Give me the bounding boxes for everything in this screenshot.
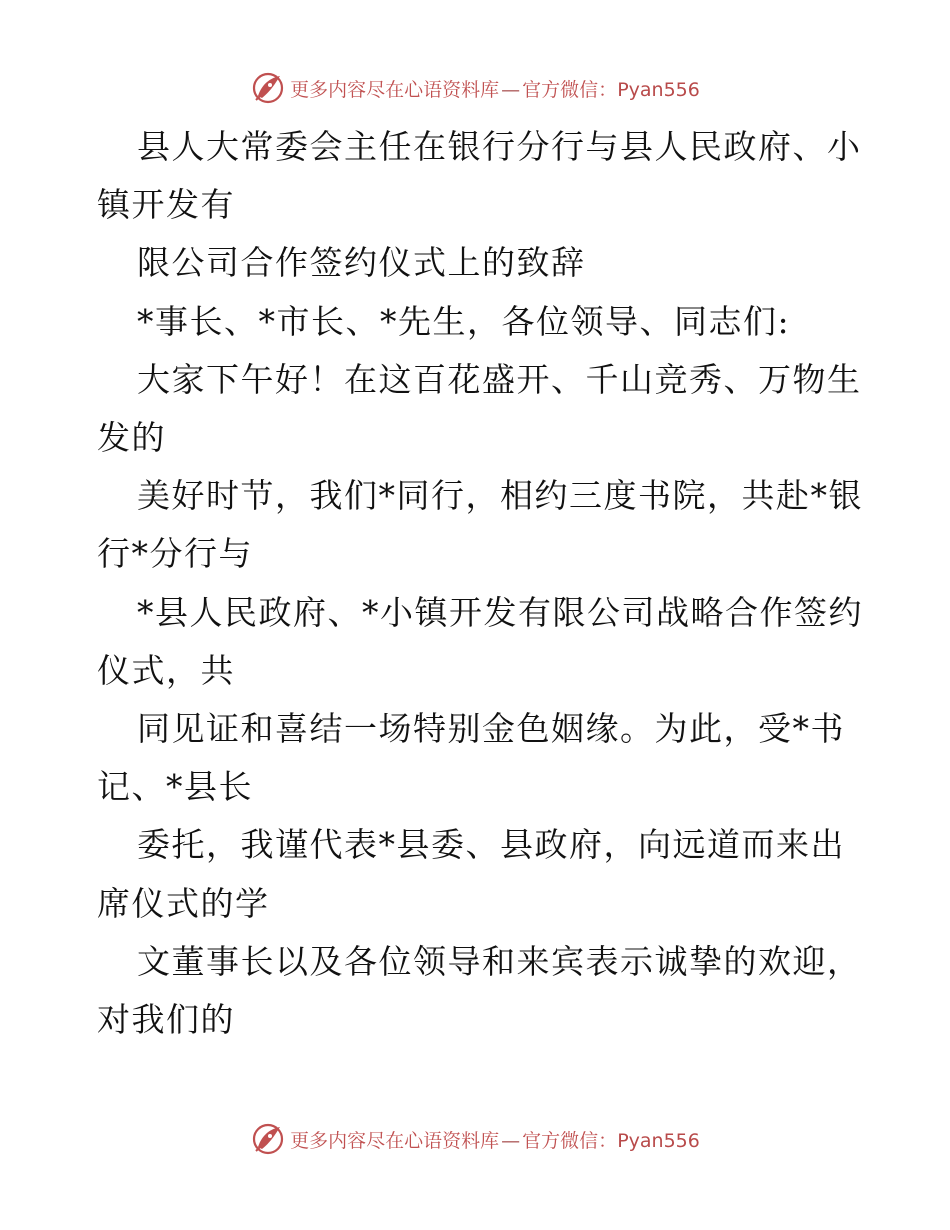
- header-watermark: [0, 70, 950, 106]
- watermark-text: [290, 75, 700, 102]
- text-line: 美好时节，我们*同行，相约三度书院，共赴*银: [137, 476, 863, 516]
- watermark-label: 官方微信：: [522, 78, 618, 101]
- footer-watermark: [0, 1121, 950, 1157]
- text-line: *县人民政府、*小镇开发有限公司战略合作签约: [137, 592, 863, 632]
- text-line: 对我们的: [97, 1000, 235, 1040]
- watermark-account: Pyan556: [617, 78, 700, 101]
- watermark-site: 更多内容尽在心语资料库: [290, 1129, 500, 1152]
- pen-nib-circle-icon: [250, 70, 286, 106]
- watermark-dash: —: [501, 78, 521, 101]
- watermark-site: 更多内容尽在心语资料库: [290, 78, 500, 101]
- document-body: [97, 118, 863, 1049]
- watermark-label: 官方微信：: [522, 1129, 618, 1152]
- text-line: 县人大常委会主任在银行分行与县人民政府、小: [137, 127, 862, 166]
- text-line: 大家下午好！在这百花盛开、千山竞秀、万物生: [137, 359, 862, 399]
- watermark-text: [290, 1126, 700, 1153]
- text-line: 委托，我谨代表*县委、县政府，向远道而来出: [137, 825, 845, 865]
- text-line: 镇开发有: [97, 185, 235, 225]
- watermark-account: Pyan556: [617, 1129, 700, 1152]
- watermark-dash: —: [501, 1129, 521, 1152]
- text-line: *事长、*市长、*先生，各位领导、同志们:: [137, 301, 791, 341]
- text-line: 行*分行与: [97, 534, 253, 574]
- text-line: 记、*县长: [97, 767, 253, 807]
- text-line: 文董事长以及各位领导和来宾表示诚挚的欢迎，: [137, 941, 862, 981]
- text-line: 同见证和喜结一场特别金色姻缘。为此，受*书: [137, 709, 845, 749]
- text-line: 限公司合作签约仪式上的致辞: [137, 243, 586, 283]
- text-line: 席仪式的学: [97, 883, 270, 923]
- text-line: 仪式，共: [97, 650, 235, 690]
- pen-nib-circle-icon: [250, 1121, 286, 1157]
- text-line: 发的: [97, 418, 166, 458]
